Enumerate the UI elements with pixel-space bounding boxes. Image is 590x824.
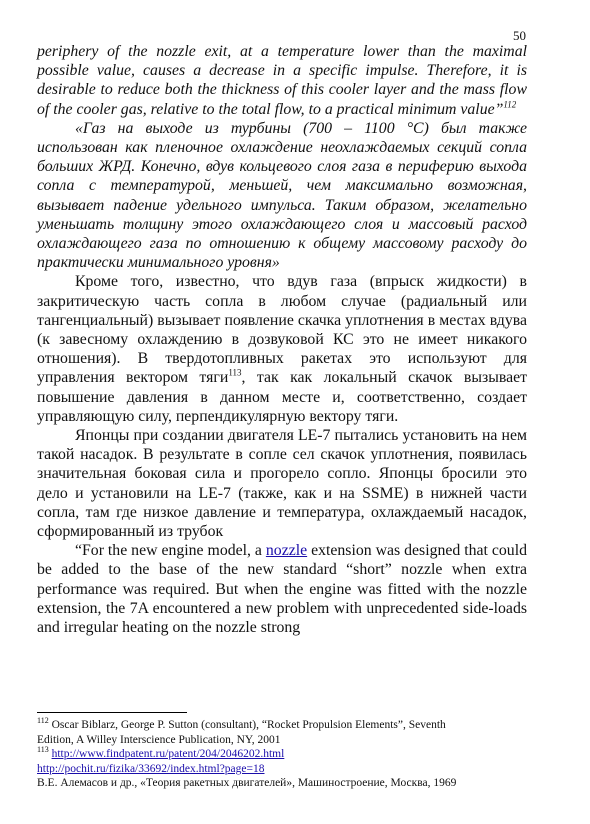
paragraph-text: , так как локальный скачок вызывает повышение давления в данном месте и, соответственно, создает управляющую силу, перпендикулярную вектору тяги. (37, 369, 527, 425)
footnote-ref-113[interactable]: 113 (228, 368, 242, 379)
pochit-link[interactable]: http://pochit.ru/fizika/33692/index.html?page=18 (37, 762, 265, 775)
quote-text: “For the new engine model, a (75, 542, 266, 560)
nozzle-link[interactable]: nozzle (265, 542, 308, 560)
footnote-112-line2: Edition, A Willey Interscience Publication, NY, 2001 (37, 733, 281, 746)
footnote-113-line3: В.Е. Алемасов и др., «Теория ракетных двигателей», Машиностроение, Москва, 1969 (37, 777, 457, 790)
findpatent-link[interactable]: http://www.findpatent.ru/patent/204/2046202.html (51, 748, 285, 761)
footnote-number-113: 113 (37, 745, 49, 755)
footnote-number-112: 112 (37, 716, 49, 726)
quote-text: extension was designed that could be added to the base of the new standard “short” nozzle when extra performance was required. But when the engine was fitted with the nozzle extension, the 7A encountered a new problem with unprecedented side-loads and irregular heating on the nozzle strong (37, 542, 527, 637)
paragraph-le7: Японцы при создании двигателя LE-7 пытались установить на нем такой насадок. В результате в сопле сел скачок уплотнения, появилась значительная боковая сила и прогорело сопло. Японцы бросили это дело и установили на LE-7 (также, как и на SSME) в нижней части сопла, там где низкое давление и температура, охлаждаемый насадок, сформированный из трубок (37, 427, 527, 541)
footnotes (37, 718, 537, 791)
footnote-112-text: Oscar Biblarz, George P. Sutton (consultant), “Rocket Propulsion Elements”, Seventh (48, 719, 446, 731)
paragraph-text: Кроме того, известно, что вдув газа (впрыск жидкости) в закритическую часть сопла в любом случае (радиальный или тангенциальный) вызывает появление скачка уплотнения в местах вдува (к завесному охлаждению в дозвуковой КС это не имеет никакого отношения). В твердотопливных ракетах это используют для управления вектором тяги (37, 273, 527, 387)
page-number: 50 (513, 28, 526, 43)
english-quote-text: periphery of the nozzle exit, at a temperature lower than the maximal possible value, causes a decrease in a specific impulse. Therefore, it is desirable to reduce both the thickness of this cooler layer and the mass flow of the cooler gas, relative to the total flow, to a practical minimum value” (37, 43, 527, 118)
footnote-113-line1 (37, 747, 537, 762)
footnote-113-line2 (37, 762, 537, 777)
paragraph-shock-injection (37, 272, 527, 426)
footnote-ref-112[interactable]: 112 (503, 99, 517, 110)
footnote-divider (37, 712, 187, 713)
russian-quote-paragraph: «Газ на выходе из турбины (700 – 1100 °С) был также использован как пленочное охлаждение неохлаждаемых секций сопла больших ЖРД. Конечно, вдув кольцевого слоя газа в периферию выхода сопла с температурой, меньшей, чем максимально возможная, вызывает падение удельного импульса. Таким образом, желательно уменьшать толщину этого охлаждающего слоя и массовый расход охлаждающего газа по отношению к общему массовому расходу до практически минимального уровня» (37, 119, 527, 272)
english-quote-paragraph (37, 42, 527, 119)
body-text (37, 42, 527, 637)
english-quote-le7 (37, 541, 527, 637)
footnote-112-line1 (37, 718, 537, 733)
